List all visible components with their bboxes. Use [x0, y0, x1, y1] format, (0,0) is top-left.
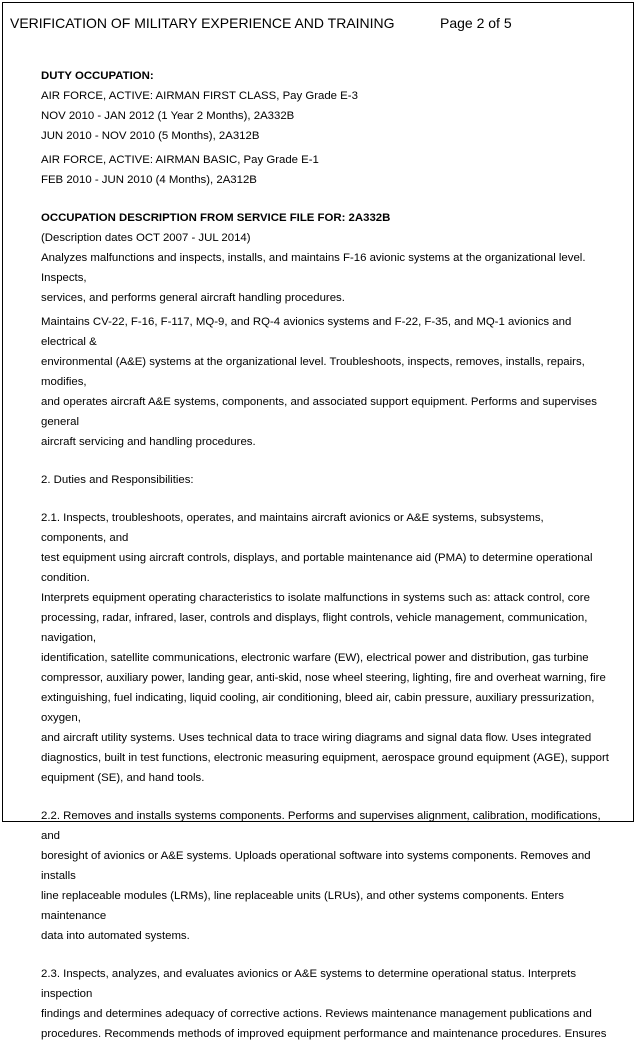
description-line: and operates aircraft A&E systems, components, and associated support equipment. Performs and supervises general [41, 396, 597, 428]
duty-line: AIR FORCE, ACTIVE: AIRMAN FIRST CLASS, Pay Grade E-3 [41, 90, 358, 102]
paragraph-2-2-line: line replaceable modules (LRMs), line replaceable units (LRUs), and other systems components. Enters maintenance [41, 890, 564, 922]
paragraph-2-2-line: data into automated systems. [41, 930, 190, 942]
paragraph-2-3-line: findings and determines adequacy of corrective actions. Reviews maintenance management publications and [41, 1008, 592, 1020]
description-dates: (Description dates OCT 2007 - JUL 2014) [41, 232, 251, 244]
paragraph-2-1-line: extinguishing, fuel indicating, liquid cooling, air conditioning, bleed air, cabin pressure, auxiliary pressurization, oxygen, [41, 692, 595, 724]
paragraph-2-1-line: test equipment using aircraft controls, displays, and portable maintenance aid (PMA) to determine operational condition. [41, 552, 593, 584]
document-title: VERIFICATION OF MILITARY EXPERIENCE AND TRAINING [10, 15, 395, 31]
paragraph-2-1-line: and aircraft utility systems. Uses technical data to trace wiring diagrams and signal data flow. Uses integrated [41, 732, 592, 744]
duty-line: JUN 2010 - NOV 2010 (5 Months), 2A312B [41, 130, 260, 142]
paragraph-2-1-line: processing, radar, infrared, laser, controls and displays, flight controls, vehicle management, communication, navigation, [41, 612, 588, 644]
document-body [41, 66, 609, 1044]
description-line: Maintains CV-22, F-16, F-117, MQ-9, and RQ-4 avionics systems and F-22, F-35, and MQ-1 avionics and electrical & [41, 316, 572, 348]
occupation-description-heading: OCCUPATION DESCRIPTION FROM SERVICE FILE FOR: 2A332B [41, 212, 391, 224]
duty-line: AIR FORCE, ACTIVE: AIRMAN BASIC, Pay Grade E-1 [41, 154, 319, 166]
duty-line: FEB 2010 - JUN 2010 (4 Months), 2A312B [41, 174, 257, 186]
description-line: environmental (A&E) systems at the organizational level. Troubleshoots, inspects, removes, installs, repairs, modifies, [41, 356, 585, 388]
description-line: aircraft servicing and handling procedures. [41, 436, 256, 448]
duty-line: NOV 2010 - JAN 2012 (1 Year 2 Months), 2A332B [41, 110, 295, 122]
paragraph-2-1-line: Interprets equipment operating characteristics to isolate malfunctions in systems such as: attack control, core [41, 592, 590, 604]
paragraph-2-3-line: 2.3. Inspects, analyzes, and evaluates avionics or A&E systems to determine operational status. Interprets inspection [41, 968, 577, 1000]
duties-heading: 2. Duties and Responsibilities: [41, 474, 194, 486]
paragraph-2-1-line: equipment (SE), and hand tools. [41, 772, 205, 784]
paragraph-2-2-line: boresight of avionics or A&E systems. Uploads operational software into systems components. Removes and installs [41, 850, 591, 882]
paragraph-2-3-line: procedures. Recommends methods of improved equipment performance and maintenance procedures. Ensures [41, 1028, 607, 1040]
paragraph-2-1-line: diagnostics, built in test functions, electronic measuring equipment, aerospace ground equipment (AGE), support [41, 752, 609, 764]
paragraph-2-2-line: 2.2. Removes and installs systems components. Performs and supervises alignment, calibration, modifications, and [41, 810, 601, 842]
page-number: Page 2 of 5 [440, 15, 512, 31]
paragraph-2-1-line: 2.1. Inspects, troubleshoots, operates, and maintains aircraft avionics or A&E systems, subsystems, components, and [41, 512, 544, 544]
description-line: services, and performs general aircraft handling procedures. [41, 292, 345, 304]
paragraph-2-1-line: compressor, auxiliary power, landing gear, anti-skid, nose wheel steering, lighting, fire and overheat warning, fire [41, 672, 606, 684]
description-line: Analyzes malfunctions and inspects, installs, and maintains F-16 avionic systems at the organizational level. Inspects, [41, 252, 586, 284]
paragraph-2-1-line: identification, satellite communications, electronic warfare (EW), electrical power and distribution, gas turbine [41, 652, 589, 664]
duty-occupation-heading: DUTY OCCUPATION: [41, 70, 154, 82]
